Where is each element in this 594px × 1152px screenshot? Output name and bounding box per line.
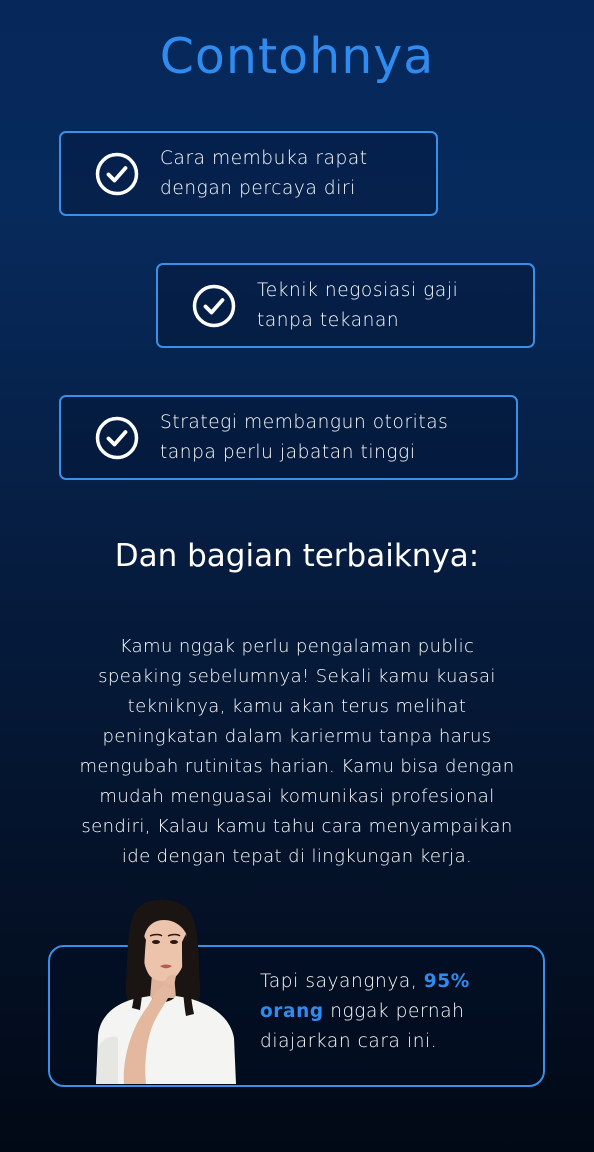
- example-text: [160, 408, 448, 468]
- page-title: Contohnya: [159, 28, 435, 85]
- callout-highlight: 95% orang: [260, 971, 470, 1022]
- example-line: Strategi membangun otoritas: [160, 411, 449, 433]
- section-heading: Dan bagian terbaiknya:: [114, 538, 480, 574]
- paragraph-line: speaking sebelumnya! Sekali kamu kuasai: [98, 666, 496, 687]
- example-line: dengan percaya diri: [160, 177, 356, 199]
- callout-text-after: nggak pernah diajarkan cara ini.: [260, 1001, 465, 1052]
- description-paragraph: [40, 632, 554, 872]
- paragraph-line: mudah menguasai komunikasi profesional: [99, 786, 495, 807]
- paragraph-line: sendiri, Kalau kamu tahu cara menyampaikan: [81, 816, 513, 837]
- check-circle-icon: [95, 152, 139, 196]
- example-text: [257, 276, 458, 336]
- example-card-2: [156, 263, 535, 348]
- example-card-1: [59, 131, 438, 216]
- check-circle-icon: [192, 284, 236, 328]
- paragraph-line: mengubah rutinitas harian. Kamu bisa dengan: [79, 756, 515, 777]
- example-line: tanpa tekanan: [257, 309, 400, 331]
- thinking-woman-photo: [88, 898, 240, 1084]
- callout-text: [260, 967, 520, 1057]
- example-card-3: [59, 395, 518, 480]
- callout-text-before: Tapi sayangnya,: [260, 971, 424, 992]
- example-line: Cara membuka rapat: [160, 147, 368, 169]
- check-circle-icon: [95, 416, 139, 460]
- example-line: tanpa perlu jabatan tinggi: [160, 441, 416, 463]
- example-text: [160, 144, 368, 204]
- paragraph-line: tekniknya, kamu akan terus melihat: [127, 696, 467, 717]
- example-line: Teknik negosiasi gaji: [257, 279, 459, 301]
- paragraph-line: Kamu nggak perlu pengalaman public: [119, 636, 475, 657]
- paragraph-line: peningkatan dalam kariermu tanpa harus: [102, 726, 492, 747]
- paragraph-line: ide dengan tepat di lingkungan kerja.: [121, 846, 473, 867]
